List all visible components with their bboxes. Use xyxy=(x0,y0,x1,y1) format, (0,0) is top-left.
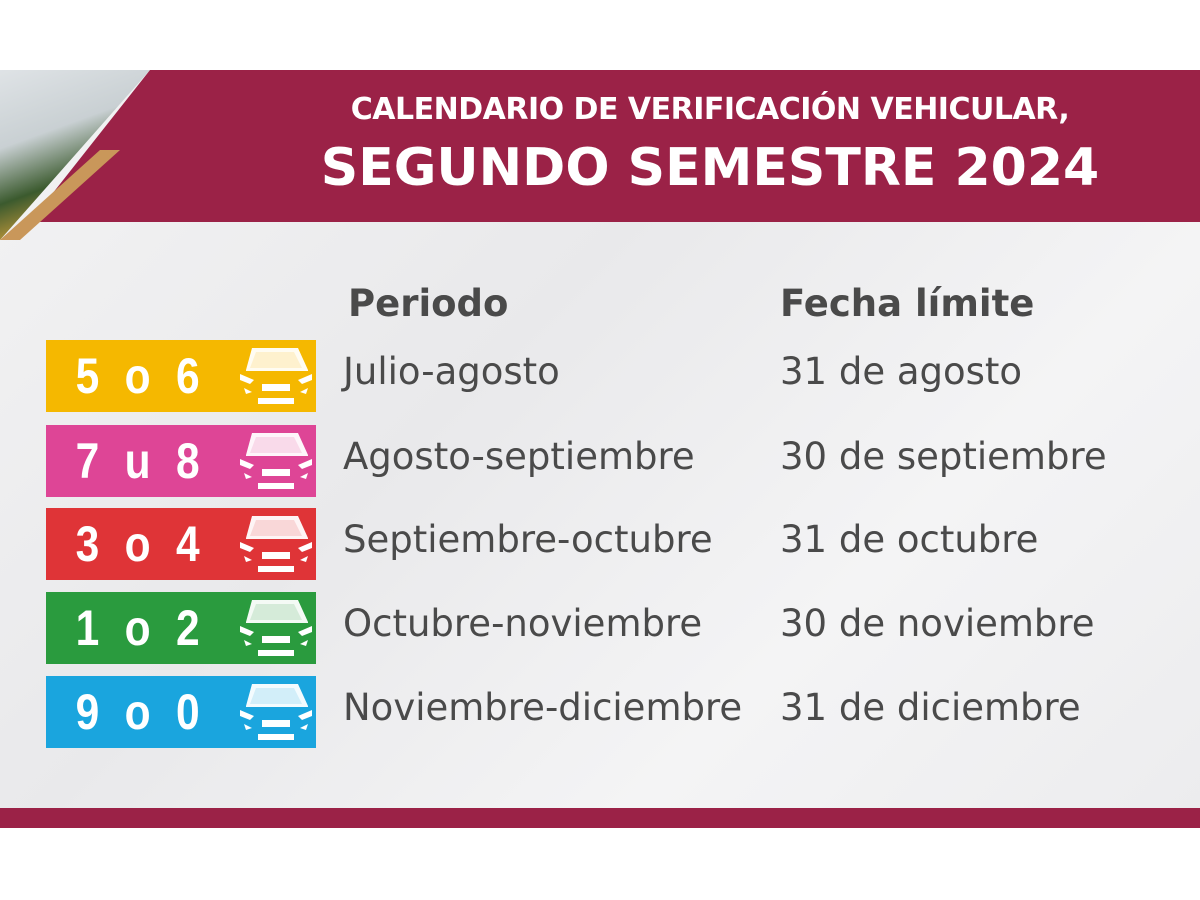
plate-digits: 7 u 8 xyxy=(75,433,207,489)
car-front-icon xyxy=(238,512,314,576)
plate-digit-tag xyxy=(46,340,316,412)
table-row xyxy=(46,425,1146,497)
deadline-text: 31 de diciembre xyxy=(780,686,1081,729)
period-text: Noviembre-diciembre xyxy=(343,686,743,729)
plate-digits: 9 o 0 xyxy=(75,684,207,740)
period-text: Agosto-septiembre xyxy=(343,435,695,478)
car-front-icon xyxy=(238,344,314,408)
period-text: Julio-agosto xyxy=(343,350,560,393)
column-header-period: Periodo xyxy=(348,282,509,325)
plate-digit-tag xyxy=(46,425,316,497)
deadline-text: 31 de octubre xyxy=(780,518,1039,561)
table-row xyxy=(46,676,1146,748)
title-line-2: SEGUNDO SEMESTRE 2024 xyxy=(320,138,1100,198)
car-front-icon xyxy=(238,596,314,660)
plate-digits: 1 o 2 xyxy=(75,600,207,656)
car-front-icon xyxy=(238,429,314,493)
title-line-1: CALENDARIO DE VERIFICACIÓN VEHICULAR, xyxy=(350,92,1070,127)
plate-digit-tag xyxy=(46,592,316,664)
table-row xyxy=(46,340,1146,412)
car-front-icon xyxy=(238,680,314,744)
plate-digit-tag xyxy=(46,508,316,580)
deadline-text: 30 de noviembre xyxy=(780,602,1095,645)
plate-digits: 5 o 6 xyxy=(75,348,207,404)
table-row xyxy=(46,508,1146,580)
deadline-text: 30 de septiembre xyxy=(780,435,1107,478)
period-text: Octubre-noviembre xyxy=(343,602,703,645)
plate-digit-tag xyxy=(46,676,316,748)
column-header-deadline: Fecha límite xyxy=(780,282,1035,325)
deadline-text: 31 de agosto xyxy=(780,350,1023,393)
plate-digits: 3 o 4 xyxy=(75,516,207,572)
period-text: Septiembre-octubre xyxy=(343,518,713,561)
bottom-stripe xyxy=(0,808,1200,828)
table-row xyxy=(46,592,1146,664)
